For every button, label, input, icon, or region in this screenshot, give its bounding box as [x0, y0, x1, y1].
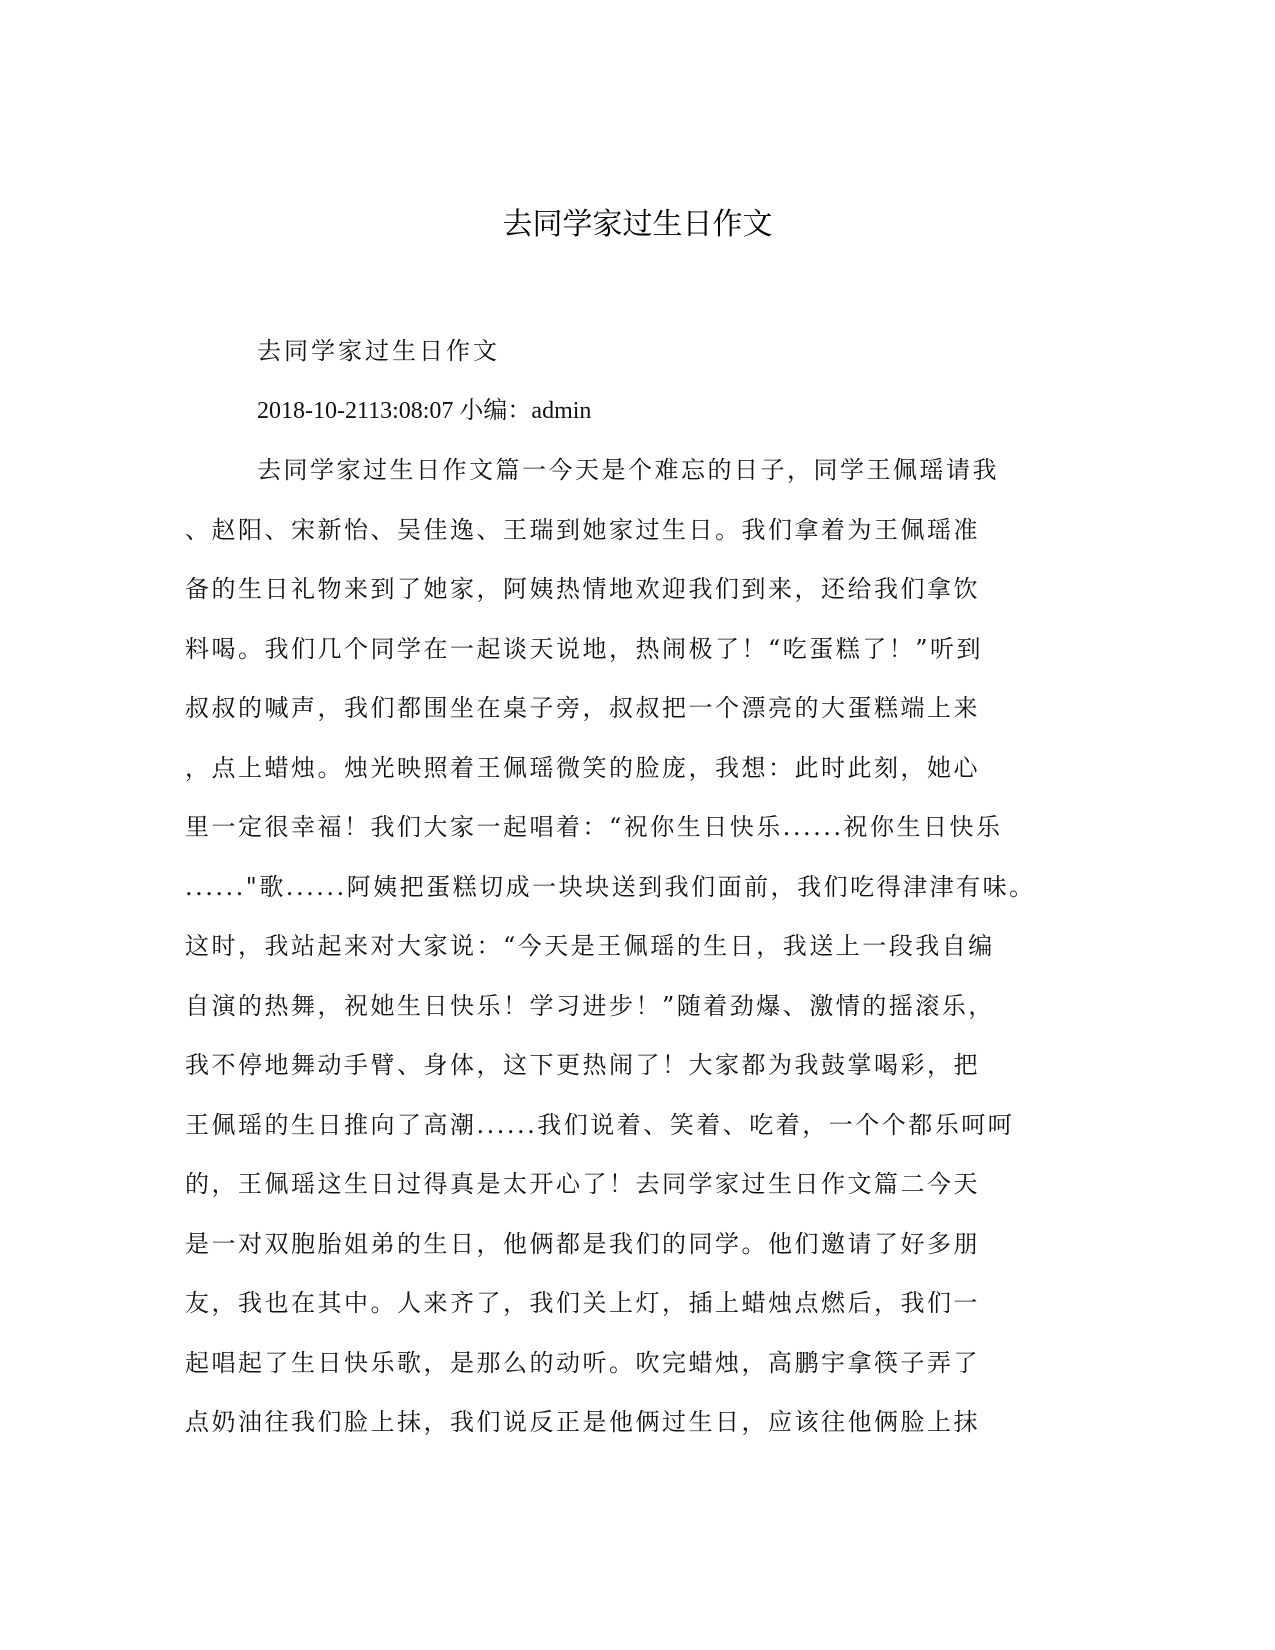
body-line: ，点上蜡烛。烛光映照着王佩瑶微笑的脸庞，我想：此时此刻，她心	[185, 753, 980, 782]
document-title: 去同学家过生日作文	[502, 207, 773, 242]
article-meta: 2018-10-2113:08:07 小编：admin	[257, 398, 592, 424]
body-line: 起唱起了生日快乐歌，是那么的动听。吹完蜡烛，高鹏宇拿筷子弄了	[185, 1348, 980, 1377]
body-line: ......"歌......阿姨把蛋糕切成一块块送到我们面前，我们吃得津津有味。	[185, 872, 1036, 901]
body-line: 料喝。我们几个同学在一起谈天说地，热闹极了！“吃蛋糕了！”听到	[185, 634, 984, 663]
body-line: 王佩瑶的生日推向了高潮......我们说着、笑着、吃着，一个个都乐呵呵	[185, 1110, 1015, 1139]
body-line: 我不停地舞动手臂、身体，这下更热闹了！大家都为我鼓掌喝彩，把	[185, 1051, 980, 1079]
body-line: 叔叔的喊声，我们都围坐在桌子旁，叔叔把一个漂亮的大蛋糕端上来	[185, 694, 980, 722]
article-body	[185, 452, 1085, 1464]
article-subtitle: 去同学家过生日作文	[257, 337, 500, 365]
body-line: 友，我也在其中。人来齐了，我们关上灯，插上蜡烛点燃后，我们一	[185, 1289, 980, 1317]
body-line: 去同学家过生日作文篇一今天是个难忘的日子，同学王佩瑶请我	[257, 456, 999, 484]
body-line: 备的生日礼物来到了她家，阿姨热情地欢迎我们到来，还给我们拿饮	[185, 575, 980, 603]
body-line: 里一定很幸福！我们大家一起唱着：“祝你生日快乐......祝你生日快乐	[185, 813, 1003, 841]
body-line: 自演的热舞，祝她生日快乐！学习进步！”随着劲爆、激情的摇滚乐，	[185, 991, 995, 1020]
body-line: 是一对双胞胎姐弟的生日，他俩都是我们的同学。他们邀请了好多朋	[185, 1229, 980, 1258]
body-line: 、赵阳、宋新怡、吴佳逸、王瑞到她家过生日。我们拿着为王佩瑶准	[185, 515, 980, 544]
body-line: 点奶油往我们脸上抹，我们说反正是他俩过生日，应该往他俩脸上抹	[185, 1408, 980, 1436]
body-line: 这时，我站起来对大家说：“今天是王佩瑶的生日，我送上一段我自编	[185, 932, 995, 960]
body-line: 的，王佩瑶这生日过得真是太开心了！去同学家过生日作文篇二今天	[185, 1170, 980, 1198]
